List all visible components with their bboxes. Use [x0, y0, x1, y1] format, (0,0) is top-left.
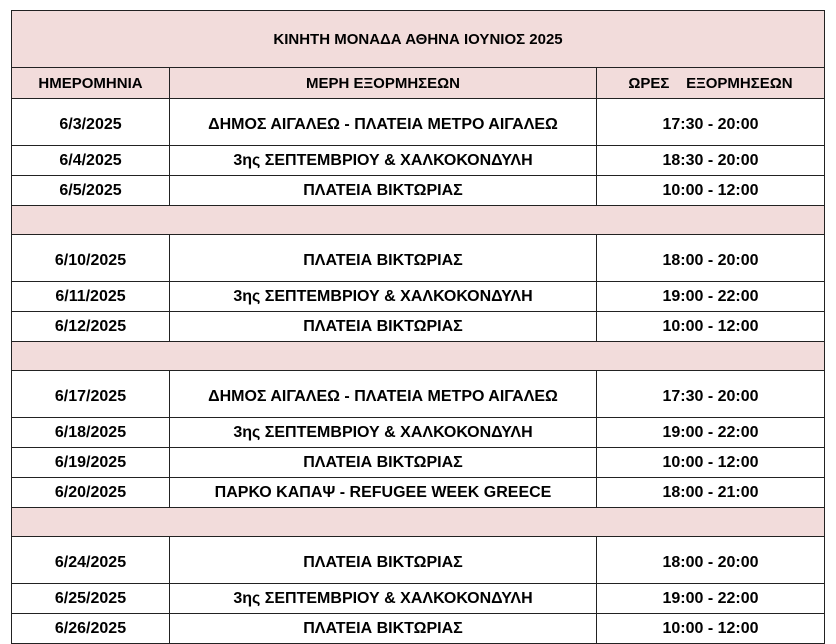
- table-row: [12, 478, 825, 508]
- table-row: [12, 371, 825, 418]
- column-header-hours: ΩΡΕΣ ΕΞΟΡΜΗΣΕΩΝ: [597, 68, 825, 99]
- place-cell: ΠΑΡΚΟ ΚΑΠΑΨ - REFUGEE WEEK GREECE: [170, 478, 597, 508]
- place-cell: 3ης ΣΕΠΤΕΜΒΡΙΟΥ & ΧΑΛΚΟΚΟΝΔΥΛΗ: [170, 418, 597, 448]
- date-cell: 6/5/2025: [12, 176, 170, 206]
- schedule-table: [11, 10, 825, 644]
- week-separator: [12, 508, 825, 537]
- hours-cell: 18:30 - 20:00: [597, 146, 825, 176]
- header-row: [12, 68, 825, 99]
- date-cell: 6/17/2025: [12, 371, 170, 418]
- date-cell: 6/20/2025: [12, 478, 170, 508]
- hours-cell: 19:00 - 22:00: [597, 282, 825, 312]
- week-separator: [12, 342, 825, 371]
- hours-cell: 18:00 - 20:00: [597, 235, 825, 282]
- place-cell: ΔΗΜΟΣ ΑΙΓΑΛΕΩ - ΠΛΑΤΕΙΑ ΜΕΤΡΟ ΑΙΓΑΛΕΩ: [170, 371, 597, 418]
- date-cell: 6/3/2025: [12, 99, 170, 146]
- hours-cell: 10:00 - 12:00: [597, 176, 825, 206]
- table-row: [12, 448, 825, 478]
- hours-cell: 10:00 - 12:00: [597, 312, 825, 342]
- date-cell: 6/24/2025: [12, 537, 170, 584]
- hours-cell: 10:00 - 12:00: [597, 614, 825, 644]
- date-cell: 6/18/2025: [12, 418, 170, 448]
- table-row: [12, 146, 825, 176]
- hours-cell: 18:00 - 20:00: [597, 537, 825, 584]
- date-cell: 6/19/2025: [12, 448, 170, 478]
- table-row: [12, 584, 825, 614]
- table-row: [12, 418, 825, 448]
- place-cell: ΠΛΑΤΕΙΑ ΒΙΚΤΩΡΙΑΣ: [170, 176, 597, 206]
- hours-cell: 17:30 - 20:00: [597, 371, 825, 418]
- table-row: [12, 537, 825, 584]
- place-cell: ΠΛΑΤΕΙΑ ΒΙΚΤΩΡΙΑΣ: [170, 537, 597, 584]
- hours-cell: 19:00 - 22:00: [597, 418, 825, 448]
- place-cell: ΠΛΑΤΕΙΑ ΒΙΚΤΩΡΙΑΣ: [170, 614, 597, 644]
- date-cell: 6/10/2025: [12, 235, 170, 282]
- place-cell: 3ης ΣΕΠΤΕΜΒΡΙΟΥ & ΧΑΛΚΟΚΟΝΔΥΛΗ: [170, 146, 597, 176]
- week-separator-row: [12, 206, 825, 235]
- table-row: [12, 99, 825, 146]
- week-separator-row: [12, 508, 825, 537]
- place-cell: 3ης ΣΕΠΤΕΜΒΡΙΟΥ & ΧΑΛΚΟΚΟΝΔΥΛΗ: [170, 584, 597, 614]
- place-cell: ΠΛΑΤΕΙΑ ΒΙΚΤΩΡΙΑΣ: [170, 312, 597, 342]
- table-row: [12, 282, 825, 312]
- column-header-place: ΜΕΡΗ ΕΞΟΡΜΗΣΕΩΝ: [170, 68, 597, 99]
- place-cell: ΠΛΑΤΕΙΑ ΒΙΚΤΩΡΙΑΣ: [170, 448, 597, 478]
- date-cell: 6/12/2025: [12, 312, 170, 342]
- date-cell: 6/4/2025: [12, 146, 170, 176]
- table-row: [12, 614, 825, 644]
- hours-cell: 17:30 - 20:00: [597, 99, 825, 146]
- table-row: [12, 176, 825, 206]
- week-separator: [12, 206, 825, 235]
- hours-cell: 10:00 - 12:00: [597, 448, 825, 478]
- title-row: [12, 11, 825, 68]
- hours-cell: 18:00 - 21:00: [597, 478, 825, 508]
- table-title: ΚΙΝΗΤΗ ΜΟΝΑΔΑ ΑΘΗΝΑ ΙΟΥΝΙΟΣ 2025: [12, 11, 825, 68]
- date-cell: 6/26/2025: [12, 614, 170, 644]
- hours-cell: 19:00 - 22:00: [597, 584, 825, 614]
- place-cell: ΔΗΜΟΣ ΑΙΓΑΛΕΩ - ΠΛΑΤΕΙΑ ΜΕΤΡΟ ΑΙΓΑΛΕΩ: [170, 99, 597, 146]
- table-row: [12, 312, 825, 342]
- place-cell: 3ης ΣΕΠΤΕΜΒΡΙΟΥ & ΧΑΛΚΟΚΟΝΔΥΛΗ: [170, 282, 597, 312]
- date-cell: 6/25/2025: [12, 584, 170, 614]
- table-row: [12, 235, 825, 282]
- column-header-date: ΗΜΕΡΟΜΗΝΙΑ: [12, 68, 170, 99]
- schedule-body: [12, 11, 825, 644]
- week-separator-row: [12, 342, 825, 371]
- date-cell: 6/11/2025: [12, 282, 170, 312]
- place-cell: ΠΛΑΤΕΙΑ ΒΙΚΤΩΡΙΑΣ: [170, 235, 597, 282]
